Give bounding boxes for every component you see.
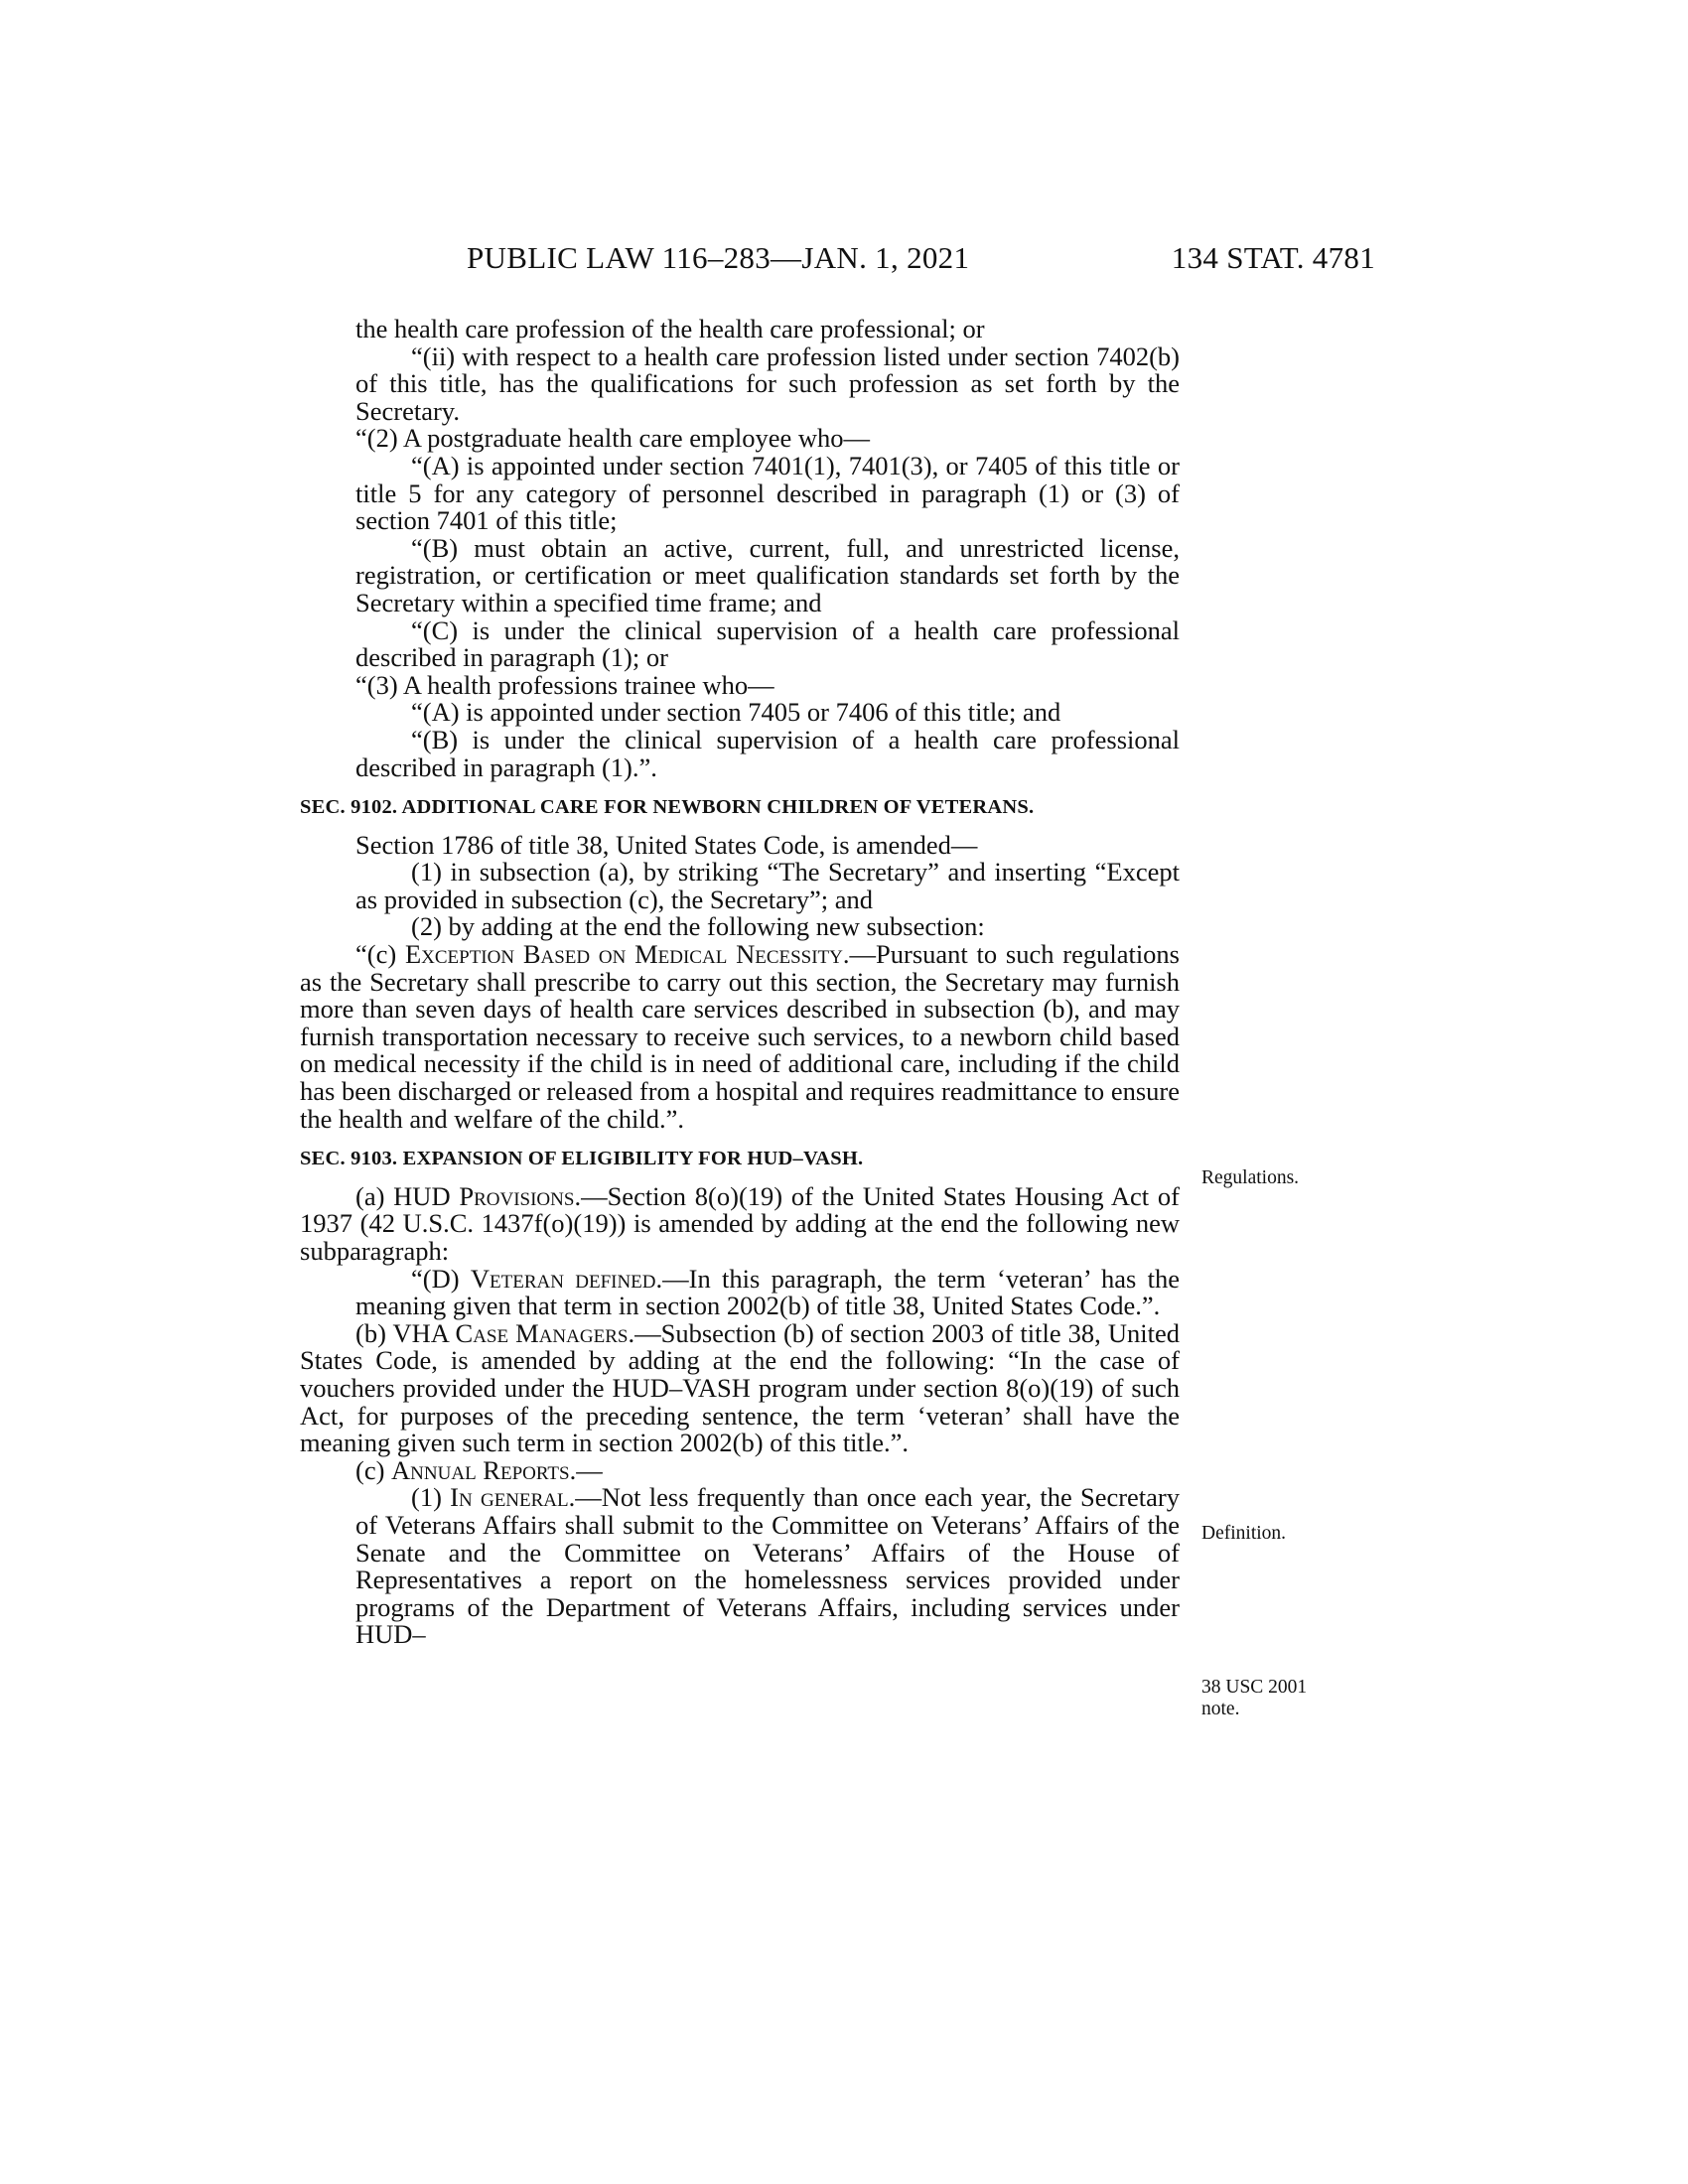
text-run: (1): [411, 1482, 451, 1513]
paragraph: “(B) must obtain an active, current, full, and unrestricted license, registration, or certification or meet qualification standards set forth by the Secretary within a specified time frame; and: [355, 532, 1180, 617]
margin-note-regulations: Regulations.: [1201, 1167, 1300, 1188]
paragraph: [300, 941, 1180, 1133]
statute-body: [300, 316, 1180, 1649]
margin-note-usc-line: 38 USC 2001: [1201, 1677, 1308, 1698]
subsection-heading: Annual Reports: [391, 1454, 570, 1485]
text-run: .—Not less frequently than once each year, the Secretary of Veterans Affairs shall submit to the Committee on Veterans’ Affairs of the Senate and the Committee on Veterans’ Affairs of the House of Representatives a report on the homelessness services provided under programs of the Department of Veterans Affairs, including services under HUD–: [355, 1482, 1181, 1650]
margin-note-usc: [1201, 1677, 1350, 1720]
paragraph: (1) in subsection (a), by striking “The Secretary” and inserting “Except as provided in subsection (c), the Secretary”; and: [355, 857, 1180, 914]
paragraph: [300, 1484, 1180, 1649]
paragraph: (2) by adding at the end the following new subsection:: [411, 911, 985, 942]
text-run: .—Subsection (b) of section 2003 of title 38, United States Code, is amended by adding at the end the following: “In the case of vouchers provided under the HUD–VASH program under section 8(o)(19) of such Act, for purposes of the preceding sentence, the term ‘veteran’ shall have the meaning given such term in section 2002(b) of this title.”.: [300, 1317, 1180, 1458]
subsection-heading: Exception Based on Medical Necessity: [404, 939, 843, 970]
paragraph: “(C) is under the clinical supervision of a health care professional described in paragraph (1); or: [355, 614, 1180, 673]
subsection-heading: Provisions: [459, 1180, 575, 1211]
text-run: .—In this paragraph, the term ‘veteran’ has the meaning given that term in section 2002(b) of title 38, United States Code.”.: [355, 1263, 1180, 1321]
paragraph: the health care profession of the health care professional; or: [355, 314, 985, 343]
text-run: (b) VHA: [355, 1317, 456, 1348]
text-run: (c): [355, 1454, 392, 1485]
subsection-heading: Case Managers: [455, 1317, 629, 1348]
paragraph: [300, 1180, 1180, 1266]
paragraph: [300, 1454, 1180, 1485]
paragraph: Section 1786 of title 38, United States Code, is amended—: [355, 829, 978, 860]
public-law-title: PUBLIC LAW 116–283—JAN. 1, 2021: [467, 240, 970, 275]
paragraph: “(3) A health professions trainee who—: [355, 669, 774, 700]
paragraph: “(B) is under the clinical supervision of a health care professional described in paragraph (1).”.: [355, 724, 1180, 782]
section-heading-9102: SEC. 9102. ADDITIONAL CARE FOR NEWBORN CHILDREN OF VETERANS.: [300, 796, 1035, 819]
margin-note-usc-line: note.: [1201, 1699, 1240, 1719]
text-run: .—Section 8(o)(19) of the United States Housing Act of 1937 (42 U.S.C. 1437f(o)(19)) is amended by adding at the end the following new subparagraph:: [300, 1180, 1180, 1266]
text-run: “(D): [411, 1263, 471, 1294]
statute-page-number: 134 STAT. 4781: [1171, 240, 1375, 275]
subsection-heading: In general: [450, 1482, 569, 1513]
paragraph: [300, 1263, 1180, 1321]
paragraph: “(A) is appointed under section 7401(1), 7401(3), or 7405 of this title or title 5 for any category of personnel described in paragraph (1) or (3) of section 7401 of this title;: [355, 450, 1180, 536]
text-run: (a) HUD: [355, 1180, 460, 1211]
section-heading-9103: SEC. 9103. EXPANSION OF ELIGIBILITY FOR HUD–VASH.: [300, 1148, 864, 1170]
text-run: “(c): [355, 939, 405, 970]
text-run: .—: [569, 1454, 603, 1485]
paragraph: “(ii) with respect to a health care profession listed under section 7402(b) of this title, has the qualifications for such profession as set forth by the Secretary.: [355, 341, 1180, 426]
paragraph: [300, 1317, 1180, 1458]
paragraph: “(2) A postgraduate health care employee who—: [355, 423, 871, 454]
margin-note-definition: Definition.: [1201, 1523, 1287, 1544]
text-run: .—Pursuant to such regulations as the Secretary shall prescribe to carry out this section, the Secretary may furnish more than seven days of health care services described in subsection (b), and may furnish transportation necessary to receive such services, to a newborn child based on medical necessity if the child is in need of additional care, including if the child has been discharged or released from a hospital and requires readmittance to ensure the health and welfare of the child.”.: [300, 939, 1180, 1134]
paragraph: “(A) is appointed under section 7405 or 7406 of this title; and: [411, 697, 1061, 728]
page-header: [467, 240, 1375, 280]
subsection-heading: Veteran defined: [470, 1263, 656, 1294]
